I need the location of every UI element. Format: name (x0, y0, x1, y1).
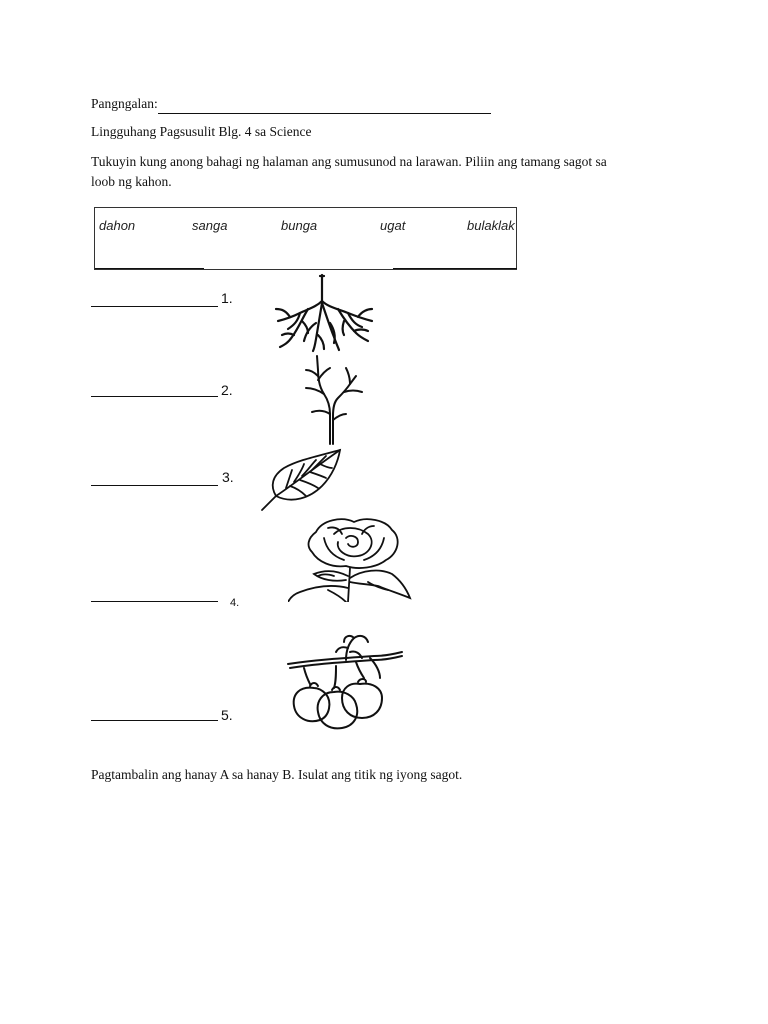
choice-sanga: sanga (192, 218, 228, 233)
choice-dahon: dahon (99, 218, 136, 233)
name-label: Pangngalan: (91, 96, 158, 111)
answer-blank-4[interactable] (91, 601, 218, 602)
box-underline-left (95, 268, 204, 269)
item-number-2: 2. (221, 382, 233, 398)
answer-blank-1[interactable] (91, 306, 218, 307)
item-number-3: 3. (222, 469, 234, 485)
part2-instruction: Pagtambalin ang hanay A sa hanay B. Isulat ang titik ng iyong sagot. (91, 767, 463, 782)
item-number-1: 1. (221, 290, 233, 306)
flower-icon (288, 514, 412, 602)
answer-blank-3[interactable] (91, 485, 218, 486)
branch-icon (300, 354, 366, 446)
name-row (91, 94, 491, 114)
instruction-line-2: loob ng kahon. (91, 174, 172, 189)
answer-blank-2[interactable] (91, 396, 218, 397)
item-number-5: 5. (221, 707, 233, 723)
roots-icon (272, 273, 376, 353)
choice-ugat: ugat (380, 218, 406, 233)
box-underline-right (393, 268, 517, 269)
item-number-4: 4. (230, 597, 240, 609)
choices-box (94, 207, 517, 270)
quiz-title: Lingguhang Pagsusulit Blg. 4 sa Science (91, 124, 312, 139)
choice-bunga: bunga (281, 218, 318, 233)
leaf-icon (258, 448, 344, 512)
fruit-icon (284, 632, 406, 730)
answer-blank-5[interactable] (91, 720, 218, 721)
choice-bulaklak: bulaklak (467, 218, 515, 233)
instruction-line-1: Tukuyin kung anong bahagi ng halaman ang sumusunod na larawan. Piliin ang tamang sagot sa (91, 154, 607, 169)
name-blank[interactable] (158, 99, 491, 114)
